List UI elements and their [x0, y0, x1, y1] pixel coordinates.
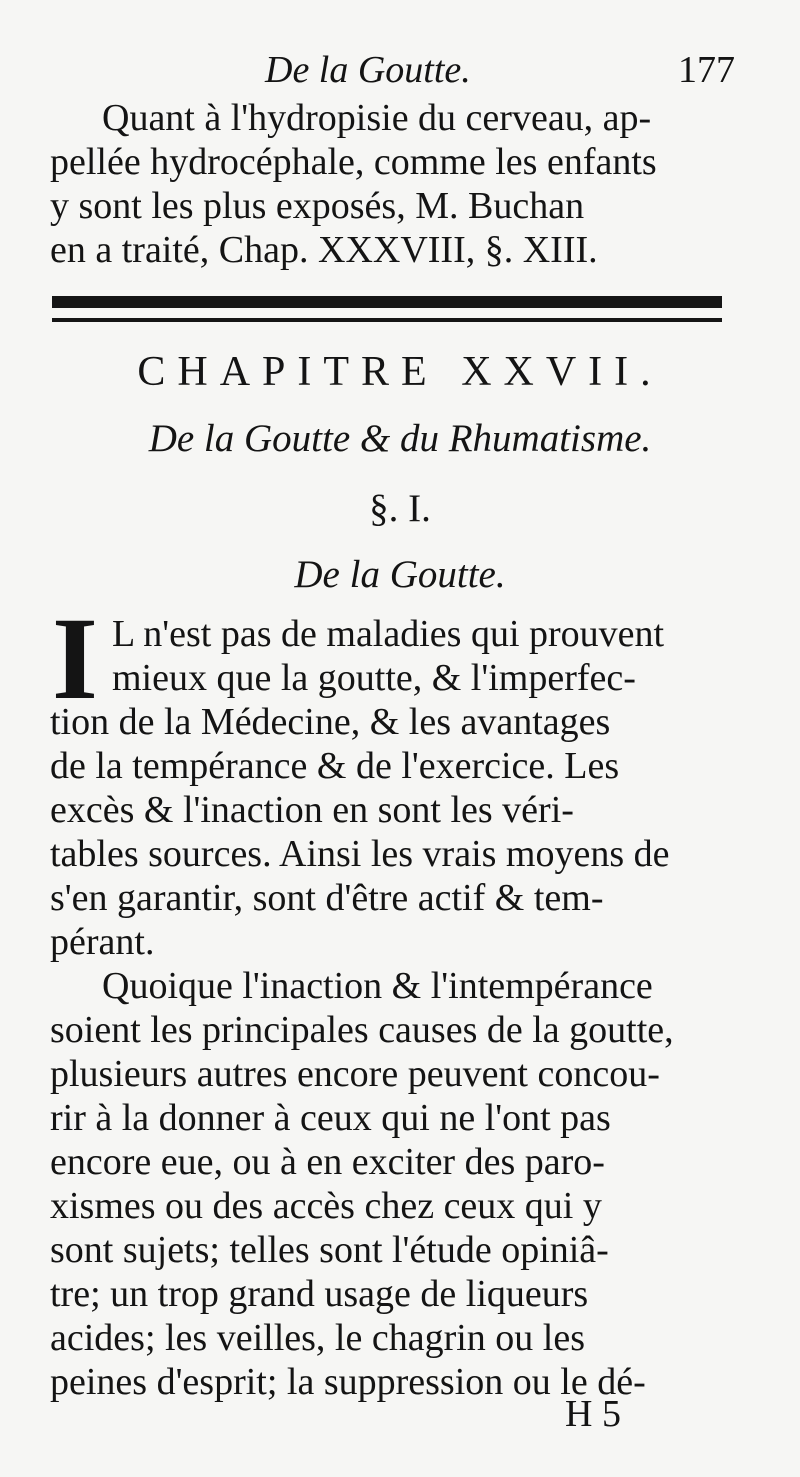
- body-text: [50, 612, 750, 1404]
- drop-cap: I: [52, 593, 98, 724]
- text-line: encore eue, ou à en exciter des paro-: [50, 1141, 605, 1183]
- text-line: sont sujets; telles sont l'étude opiniâ-: [50, 1229, 609, 1271]
- text-line: Quant à l'hydropisie du cerveau, ap-: [102, 97, 652, 139]
- section-title: De la Goutte.: [294, 553, 506, 596]
- text-line: acides; les veilles, le chagrin ou les: [50, 1317, 585, 1359]
- top-paragraph: [50, 96, 750, 272]
- running-title: De la Goutte.: [265, 49, 471, 91]
- text-line: s'en garantir, sont d'être actif & tem-: [50, 877, 604, 919]
- chapter-heading: CHAPITRE XXVII.: [137, 349, 663, 395]
- text-line: L n'est pas de maladies qui prouvent: [112, 613, 665, 655]
- text-line: mieux que la goutte, & l'imperfec-: [112, 657, 636, 699]
- page-header: [60, 48, 740, 98]
- text-line: tre; un trop grand usage de liqueurs: [50, 1273, 589, 1315]
- text-line: tables sources. Ainsi les vrais moyens de: [50, 833, 670, 875]
- text-line: peines d'esprit; la suppression ou le dé-: [50, 1361, 646, 1403]
- text-line: soient les principales causes de la goutte,: [50, 1009, 674, 1051]
- text-line: Quoique l'inaction & l'intempérance: [102, 965, 653, 1007]
- chapter-subtitle: De la Goutte & du Rhumatisme.: [148, 417, 652, 460]
- text-line: xismes ou des accès chez ceux qui y: [50, 1185, 602, 1227]
- page-number: 177: [678, 49, 735, 91]
- ornamental-rule-thin: [52, 318, 722, 322]
- text-line: de la tempérance & de l'exercice. Les: [50, 745, 620, 787]
- section-number: §. I.: [369, 487, 431, 530]
- text-line: pérant.: [50, 921, 155, 963]
- text-line: en a traité, Chap. XXXVIII, §. XIII.: [50, 229, 598, 271]
- text-line: y sont les plus exposés, M. Buchan: [50, 185, 585, 227]
- text-line: rir à la donner à ceux qui ne l'ont pas: [50, 1097, 611, 1139]
- signature-mark: H 5: [565, 1393, 621, 1435]
- text-line: pellée hydrocéphale, comme les enfants: [50, 141, 657, 183]
- text-line: excès & l'inaction en sont les véri-: [50, 789, 574, 831]
- text-line: tion de la Médecine, & les avantages: [50, 701, 611, 743]
- text-line: plusieurs autres encore peuvent concou-: [50, 1053, 660, 1095]
- ornamental-rule-thick: [52, 296, 722, 308]
